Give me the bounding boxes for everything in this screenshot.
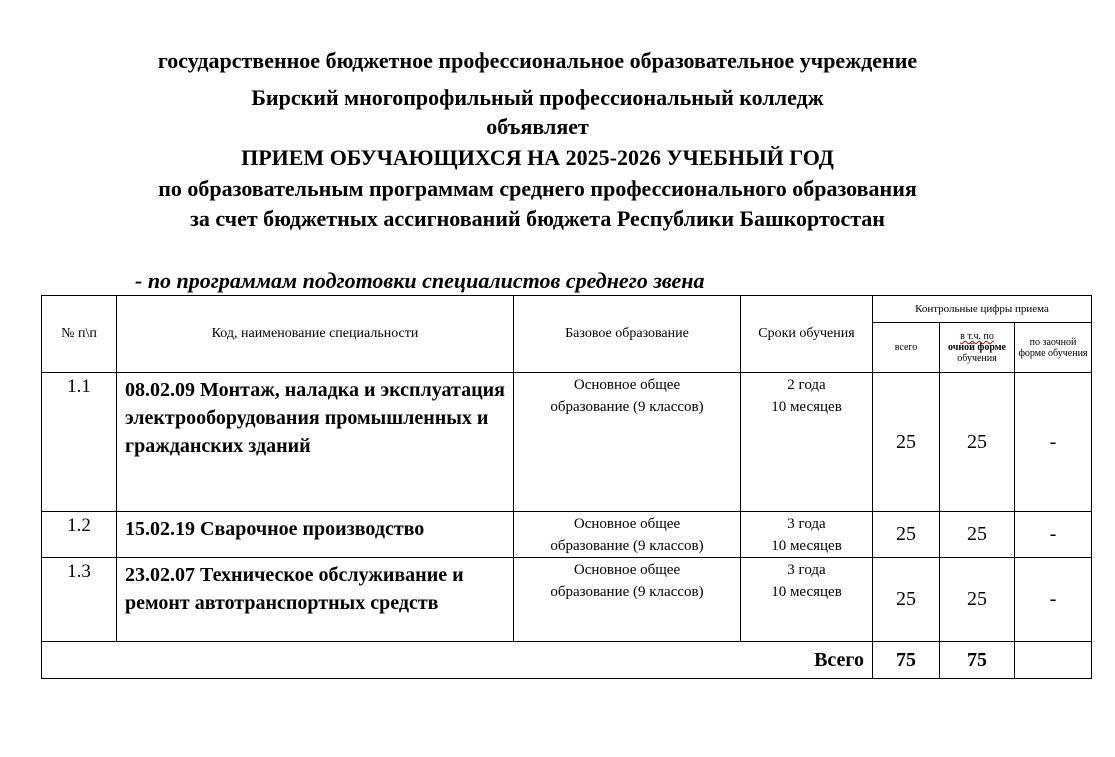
header-total: всего: [873, 323, 940, 373]
row-term-line-2: 10 месяцев: [771, 399, 842, 415]
row-total: 25: [873, 558, 940, 642]
row-term-line-1: 3 года: [787, 516, 826, 532]
header-extramural: по заочной форме обучения: [1015, 323, 1092, 373]
row-term-line-2: 10 месяцев: [771, 584, 842, 600]
row-extramural: -: [1015, 512, 1092, 558]
row-total: 25: [873, 373, 940, 512]
header-fulltime-suffix: обучения: [957, 353, 997, 364]
total-extramural: [1015, 642, 1092, 679]
header-num: № п\п: [42, 296, 117, 373]
header-line-announces: объявляет: [486, 114, 589, 139]
row-base-education: [514, 512, 741, 558]
row-base-education: [514, 373, 741, 512]
row-num: 1.1: [42, 373, 117, 512]
row-base-line-2: образование (9 классов): [550, 399, 704, 415]
row-base-line-1: Основное общее: [573, 377, 681, 393]
header-fulltime: [940, 323, 1015, 373]
row-base-line-2: образование (9 классов): [550, 584, 704, 600]
row-specialty: 08.02.09 Монтаж, наладка и эксплуатация электрооборудования промышленных и гражданских зданий: [117, 373, 514, 512]
row-fulltime: 25: [940, 558, 1015, 642]
header-line-programs: по образовательным программам среднего профессионального образования: [158, 176, 917, 201]
row-term-line-1: 2 года: [787, 377, 826, 393]
header-fulltime-bold: очной форме: [948, 342, 1006, 353]
row-fulltime: 25: [940, 373, 1015, 512]
admission-table: [41, 295, 1092, 679]
row-base-line-1: Основное общее: [573, 562, 681, 578]
row-term: [741, 512, 873, 558]
table-row: [42, 512, 1092, 558]
row-extramural: -: [1015, 373, 1092, 512]
row-base-line-1: Основное общее: [573, 516, 681, 532]
table-total-row: [42, 642, 1092, 679]
header-line-admission: ПРИЕМ ОБУЧАЮЩИХСЯ НА 2025-2026 УЧЕБНЫЙ ГОД: [241, 145, 834, 170]
row-extramural: -: [1015, 558, 1092, 642]
header-code-name: Код, наименование специальности: [117, 296, 514, 373]
row-term-line-1: 3 года: [787, 562, 826, 578]
row-num: 1.3: [42, 558, 117, 642]
row-term: [741, 558, 873, 642]
row-specialty: 23.02.07 Техническое обслуживание и ремонт автотранспортных средств: [117, 558, 514, 642]
header-line-budget: за счет бюджетных ассигнований бюджета Республики Башкортостан: [190, 206, 885, 231]
row-fulltime: 25: [940, 512, 1015, 558]
header-line-college: Бирский многопрофильный профессиональный колледж: [251, 85, 824, 110]
header-control-figures: Контрольные цифры приема: [873, 296, 1092, 323]
row-total: 25: [873, 512, 940, 558]
header-fulltime-prefix: в т.ч. по: [960, 331, 994, 342]
header-terms: Сроки обучения: [741, 296, 873, 373]
row-term-line-2: 10 месяцев: [771, 538, 842, 554]
table-row: [42, 373, 1092, 512]
row-term: [741, 373, 873, 512]
row-base-education: [514, 558, 741, 642]
header-line-institution: государственное бюджетное профессиональное образовательное учреждение: [157, 48, 918, 73]
row-specialty: 15.02.19 Сварочное производство: [117, 512, 514, 558]
total-fulltime: 75: [940, 642, 1015, 679]
table-row: [42, 558, 1092, 642]
table-header-row: [42, 296, 1092, 323]
header-base-education: Базовое образование: [514, 296, 741, 373]
row-num: 1.2: [42, 512, 117, 558]
row-base-line-2: образование (9 классов): [550, 538, 704, 554]
subtitle-specialists: - по программам подготовки специалистов среднего звена: [135, 268, 705, 293]
total-all: 75: [873, 642, 940, 679]
total-label: Всего: [42, 642, 873, 679]
